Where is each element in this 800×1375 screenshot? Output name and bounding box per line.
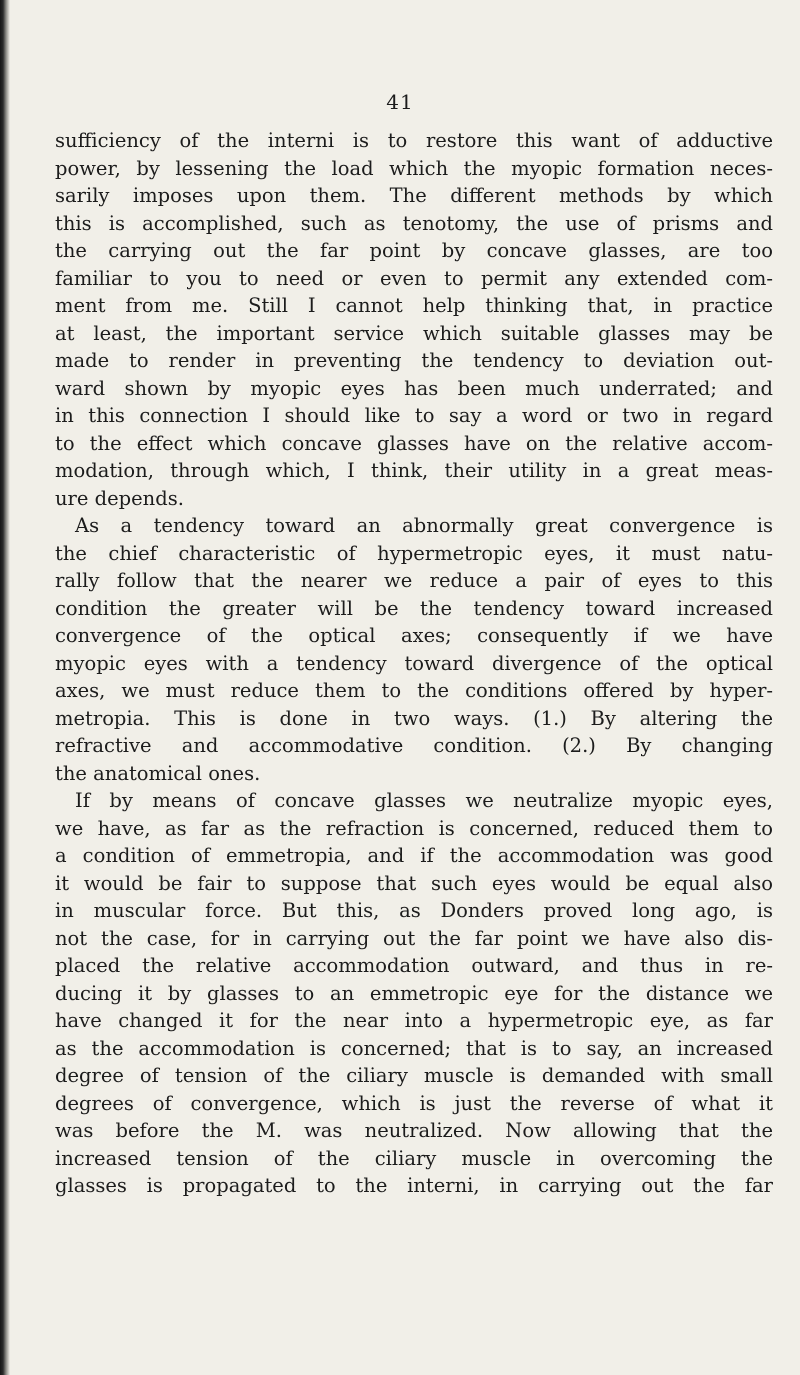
text-line: convergence of the optical axes; consequently if we have — [55, 624, 773, 647]
text-line: this is accomplished, such as tenotomy, the use of prisms and — [55, 211, 773, 235]
page-spine-edge — [0, 0, 10, 1375]
text-line: ward shown by myopic eyes has been much underrated; and — [55, 376, 773, 400]
text-line: not the case, for in carrying out the far point we have also dis- — [55, 926, 773, 950]
text-line: ducing it by glasses to an emmetropic eye for the distance we — [55, 981, 773, 1005]
text-line: sarily imposes upon them. The different methods by which — [55, 184, 773, 207]
text-line: ure depends. — [55, 486, 184, 510]
text-line: the carrying out the far point by concave glasses, are too — [55, 239, 773, 262]
text-line: in this connection I should like to say a word or two in regard — [55, 404, 773, 427]
text-line: power, by lessening the load which the myopic formation neces- — [55, 156, 773, 180]
text-line: glasses is propagated to the interni, in carrying out the far — [55, 1174, 773, 1197]
text-line: it would be fair to suppose that such eyes would be equal also — [55, 871, 773, 895]
text-line: was before the M. was neutralized. Now allowing that the — [55, 1119, 773, 1142]
text-line: condition the greater will be the tendency toward increased — [55, 596, 773, 620]
body-text — [55, 127, 773, 1200]
text-line: myopic eyes with a tendency toward divergence of the optical — [55, 651, 773, 675]
text-line: modation, through which, I think, their utility in a great meas- — [55, 459, 773, 482]
text-line: increased tension of the ciliary muscle in overcoming the — [55, 1146, 773, 1170]
page-number: 41 — [386, 90, 414, 114]
text-line: ment from me. Still I cannot help thinking that, in practice — [55, 294, 773, 317]
text-line: degrees of convergence, which is just the reverse of what it — [55, 1091, 773, 1115]
text-line: as the accommodation is concerned; that is to say, an increased — [55, 1036, 773, 1060]
text-line: to the effect which concave glasses have on the relative accom- — [55, 431, 773, 455]
text-line: As a tendency toward an abnormally great convergence is — [75, 514, 773, 537]
text-line: the anatomical ones. — [55, 761, 261, 785]
text-line: rally follow that the nearer we reduce a pair of eyes to this — [55, 569, 773, 592]
text-line: we have, as far as the refraction is concerned, reduced them to — [55, 816, 773, 840]
text-line: the chief characteristic of hypermetropic eyes, it must natu- — [55, 541, 773, 565]
text-line: familiar to you to need or even to permit any extended com- — [55, 266, 773, 290]
text-line: metropia. This is done in two ways. (1.) By altering the — [55, 706, 773, 730]
text-line: have changed it for the near into a hypermetropic eye, as far — [55, 1009, 773, 1032]
text-line: a condition of emmetropia, and if the accommodation was good — [55, 844, 773, 867]
text-line: degree of tension of the ciliary muscle is demanded with small — [55, 1064, 773, 1087]
text-line: refractive and accommodative condition. (2.) By changing — [55, 734, 773, 757]
text-line: made to render in preventing the tendency to deviation out- — [55, 349, 773, 372]
text-line: axes, we must reduce them to the conditions offered by hyper- — [55, 679, 773, 702]
text-line: placed the relative accommodation outward, and thus in re- — [55, 954, 773, 977]
text-line: sufficiency of the interni is to restore this want of adductive — [55, 129, 773, 152]
text-line: at least, the important service which suitable glasses may be — [55, 321, 773, 345]
text-line: If by means of concave glasses we neutralize myopic eyes, — [75, 789, 773, 812]
text-line: in muscular force. But this, as Donders proved long ago, is — [55, 899, 773, 922]
